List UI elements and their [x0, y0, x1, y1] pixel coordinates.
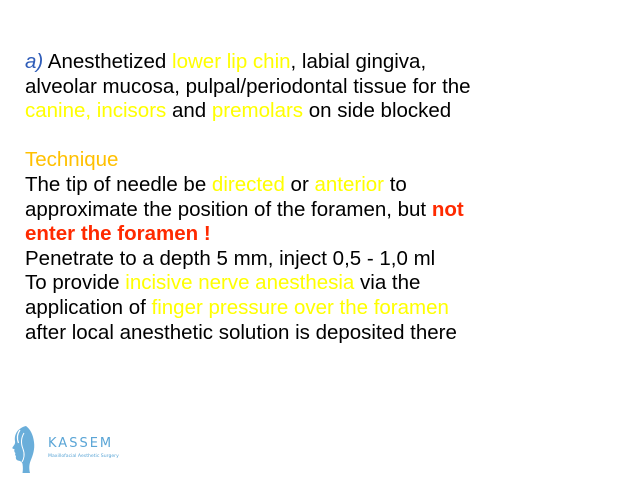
- technique-l1-text-a: The tip of needle be: [25, 172, 212, 196]
- technique-l2-text: approximate the position of the foramen, but: [25, 197, 432, 221]
- logo-tagline: Maxillofacial Aesthetic Surgery: [48, 454, 119, 459]
- para1-highlight-canine-incisors: canine, incisors: [25, 99, 167, 123]
- technique-highlight-directed: directed: [211, 172, 285, 196]
- para1-line-3: [25, 99, 630, 124]
- logo-name: KASSEM: [48, 436, 114, 451]
- para1-label: a): [25, 50, 44, 73]
- para1-text-1: Anesthetized: [43, 50, 173, 73]
- kassem-logo: [8, 424, 118, 474]
- technique-heading: Technique: [25, 148, 119, 172]
- para1-line-2: alveolar mucosa, pulpal/periodontal tissue for the: [25, 74, 471, 98]
- technique-line-6: [25, 296, 630, 321]
- para1-highlight-premolars: premolars: [211, 99, 304, 123]
- para1-text-2: , labial gingiva,: [290, 50, 427, 73]
- technique-l6-text-a: application of: [25, 295, 152, 319]
- para1-highlight-lower-lip-chin: lower lip chin: [172, 50, 291, 73]
- technique-highlight-finger-pressure: finger pressure over the foramen: [151, 295, 449, 319]
- technique-line-4: Penetrate to a depth 5 mm, inject 0,5 - 1,0 ml: [25, 246, 436, 270]
- technique-line-2: [25, 198, 630, 223]
- technique-warning-not: not: [431, 197, 464, 221]
- technique-l5-text-a: To provide: [25, 271, 126, 295]
- para1-text-3: and: [166, 99, 212, 123]
- technique-l1-text-b: or: [284, 172, 315, 196]
- technique-warning-enter-foramen: enter the foramen !: [25, 222, 211, 246]
- technique-line-5: [25, 271, 630, 296]
- technique-l1-text-c: to: [384, 172, 407, 196]
- paragraph-gap: [25, 124, 630, 149]
- technique-highlight-anterior: anterior: [314, 172, 384, 196]
- para1-line-1: [25, 50, 630, 75]
- slide-body: [25, 50, 630, 345]
- technique-highlight-incisive-nerve: incisive nerve anesthesia: [125, 271, 355, 295]
- para1-text-4: on side blocked: [303, 99, 452, 123]
- technique-line-1: [25, 173, 630, 198]
- technique-line-7: after local anesthetic solution is deposited there: [25, 320, 457, 344]
- face-profile-logo-icon: [8, 424, 38, 474]
- technique-l5-text-b: via the: [354, 271, 421, 295]
